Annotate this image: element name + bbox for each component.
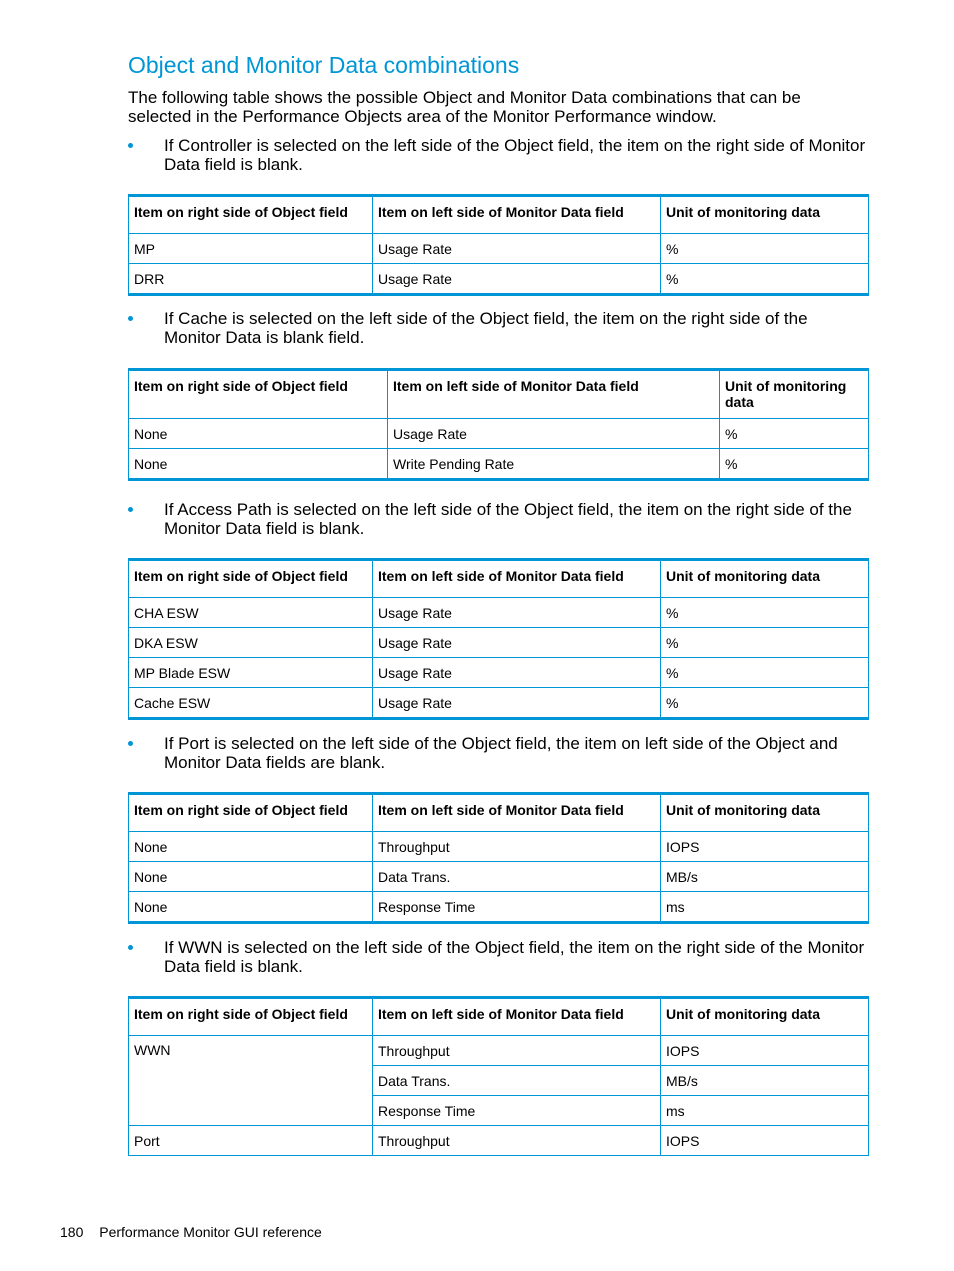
column-header: Unit of monitoring data xyxy=(661,196,869,234)
column-header: Unit of monitoring data xyxy=(720,370,869,419)
column-header: Item on left side of Monitor Data field xyxy=(373,998,661,1036)
table-cell: Usage Rate xyxy=(373,264,661,295)
table-cell: None xyxy=(129,419,388,449)
table-row xyxy=(129,628,869,658)
column-header: Item on left side of Monitor Data field xyxy=(373,196,661,234)
table-cell: Usage Rate xyxy=(373,688,661,719)
column-header: Unit of monitoring data xyxy=(661,794,869,832)
column-header: Item on left side of Monitor Data field xyxy=(373,794,661,832)
table-row xyxy=(129,234,869,264)
bullet-cache xyxy=(128,309,868,347)
table-cell: None xyxy=(129,832,373,862)
table-cell: IOPS xyxy=(661,1036,869,1066)
table-row xyxy=(129,598,869,628)
table-row xyxy=(129,449,869,480)
table-row xyxy=(129,1126,869,1156)
port-table xyxy=(128,792,869,924)
table-cell: MB/s xyxy=(661,1066,869,1096)
section-heading: Object and Monitor Data combinations xyxy=(128,52,520,78)
table-row xyxy=(129,658,869,688)
table-row xyxy=(129,419,869,449)
table-cell: Usage Rate xyxy=(373,598,661,628)
table-cell: MB/s xyxy=(661,862,869,892)
table-header-row xyxy=(129,560,869,598)
column-header: Item on right side of Object field xyxy=(129,998,373,1036)
controller-table xyxy=(128,194,869,296)
column-header: Item on right side of Object field xyxy=(129,560,373,598)
bullet-controller xyxy=(128,136,868,174)
table-cell: Port xyxy=(129,1126,373,1156)
cache-table xyxy=(128,368,869,481)
table-cell: Throughput xyxy=(373,832,661,862)
wwn-table xyxy=(128,996,869,1156)
table-cell: % xyxy=(661,658,869,688)
column-header: Item on right side of Object field xyxy=(129,370,388,419)
table-cell: % xyxy=(661,688,869,719)
table-header-row xyxy=(129,370,869,419)
table-row xyxy=(129,264,869,295)
table-header-row xyxy=(129,998,869,1036)
table-cell: Data Trans. xyxy=(373,862,661,892)
access-path-table xyxy=(128,558,869,720)
bullet-text: If Port is selected on the left side of the Object field, the item on left side of the Object and Monitor Data fields are blank. xyxy=(164,734,838,772)
column-header: Unit of monitoring data xyxy=(661,998,869,1036)
table-cell: Cache ESW xyxy=(129,688,373,719)
column-header: Item on right side of Object field xyxy=(129,196,373,234)
bullet-dot-icon xyxy=(128,945,133,950)
table-cell: Data Trans. xyxy=(373,1066,661,1096)
table-cell: MP xyxy=(129,234,373,264)
bullet-text: If Controller is selected on the left side of the Object field, the item on the right side of Monitor Data field is blank. xyxy=(164,136,866,174)
bullet-wwn xyxy=(128,938,868,976)
bullet-text: If Cache is selected on the left side of the Object field, the item on the right side of the Monitor Data is blank field. xyxy=(164,309,808,347)
table-cell: % xyxy=(661,234,869,264)
table-cell: ms xyxy=(661,1096,869,1126)
table-cell: Usage Rate xyxy=(388,419,720,449)
table-cell: Write Pending Rate xyxy=(388,449,720,480)
table-cell: % xyxy=(720,449,869,480)
table-row xyxy=(129,688,869,719)
bullet-text: If Access Path is selected on the left side of the Object field, the item on the right side of the Monitor Data field is blank. xyxy=(164,500,852,538)
table-row xyxy=(129,862,869,892)
table-cell: CHA ESW xyxy=(129,598,373,628)
table-cell: MP Blade ESW xyxy=(129,658,373,688)
table-cell: Throughput xyxy=(373,1036,661,1066)
bullet-port xyxy=(128,734,868,772)
table-cell: % xyxy=(661,628,869,658)
table-row xyxy=(129,832,869,862)
table-cell: Usage Rate xyxy=(373,658,661,688)
table-cell: None xyxy=(129,892,373,923)
table-cell: WWN xyxy=(129,1036,373,1126)
table-cell: % xyxy=(720,419,869,449)
table-header-row xyxy=(129,794,869,832)
table-cell: Response Time xyxy=(373,892,661,923)
footer-title: Performance Monitor GUI reference xyxy=(99,1224,322,1240)
column-header: Item on left side of Monitor Data field xyxy=(373,560,661,598)
bullet-text: If WWN is selected on the left side of the Object field, the item on the right side of the Monitor Data field is blank. xyxy=(164,938,865,976)
page-footer xyxy=(60,1224,322,1240)
bullet-dot-icon xyxy=(128,316,133,321)
table-cell: Usage Rate xyxy=(373,628,661,658)
table-header-row xyxy=(129,196,869,234)
table-cell: None xyxy=(129,449,388,480)
table-cell: % xyxy=(661,264,869,295)
table-cell: Throughput xyxy=(373,1126,661,1156)
page-number: 180 xyxy=(60,1224,84,1240)
table-cell: % xyxy=(661,598,869,628)
table-row xyxy=(129,1036,869,1066)
table-cell: None xyxy=(129,862,373,892)
bullet-dot-icon xyxy=(128,143,133,148)
table-cell: Usage Rate xyxy=(373,234,661,264)
table-cell: DKA ESW xyxy=(129,628,373,658)
intro-paragraph: The following table shows the possible Object and Monitor Data combinations that can be selected in the Performance Objects area of the Monitor Performance window. xyxy=(128,88,801,126)
column-header: Unit of monitoring data xyxy=(661,560,869,598)
bullet-access-path xyxy=(128,500,868,538)
bullet-dot-icon xyxy=(128,741,133,746)
column-header: Item on left side of Monitor Data field xyxy=(388,370,720,419)
table-cell: Response Time xyxy=(373,1096,661,1126)
table-cell: ms xyxy=(661,892,869,923)
table-cell: DRR xyxy=(129,264,373,295)
bullet-dot-icon xyxy=(128,507,133,512)
column-header: Item on right side of Object field xyxy=(129,794,373,832)
table-cell: IOPS xyxy=(661,832,869,862)
table-cell: IOPS xyxy=(661,1126,869,1156)
table-row xyxy=(129,892,869,923)
